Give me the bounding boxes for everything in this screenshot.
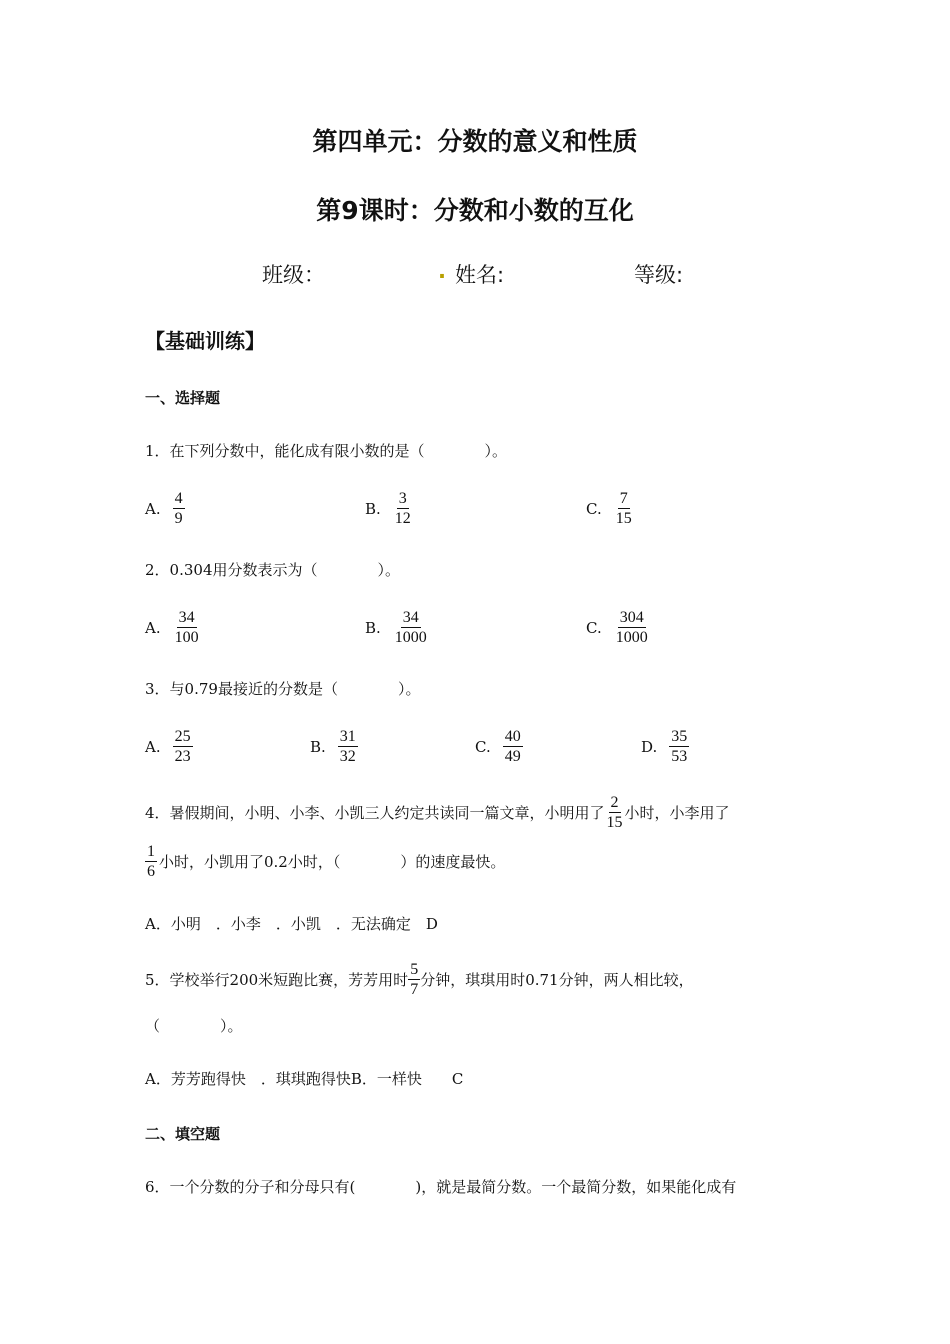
- option-letter: B.: [365, 618, 381, 637]
- fraction: $\frac{34}{1000}$: [394, 609, 427, 646]
- class-label: 班级：: [262, 263, 325, 287]
- section-basic-training: 【基础训练】: [145, 329, 265, 353]
- question-6: 6．一个分数的分子和分母只有( )，就是最简分数。一个最简分数，如果能化成有: [145, 1178, 737, 1196]
- question-3: 3．与0.79最接近的分数是（ ）。: [145, 680, 421, 698]
- option-letter: A.: [145, 618, 161, 637]
- question-text: 5．学校举行200米短跑比赛，芳芳用时: [145, 970, 409, 989]
- q1-option-c[interactable]: [586, 489, 634, 528]
- option-letter: A.: [145, 737, 161, 756]
- question-4-line2: [145, 842, 505, 881]
- q2-option-c[interactable]: [586, 608, 650, 647]
- option-letter: C.: [475, 737, 491, 756]
- fraction: $\frac{35}{53}$: [671, 728, 688, 765]
- q4-options[interactable]: A．小明 ．小李 ．小凯 ．无法确定 D: [145, 915, 438, 933]
- option-letter: A.: [145, 499, 161, 518]
- part2-heading: 二、填空题: [145, 1125, 221, 1143]
- option-letter: D.: [641, 737, 658, 756]
- option-letter: C.: [586, 618, 602, 637]
- fraction: $\frac{5}{7}$: [410, 961, 419, 998]
- q5-options[interactable]: A．芳芳跑得快 ．琪琪跑得快B．一样快 C: [145, 1070, 464, 1088]
- q1-option-b[interactable]: [365, 489, 413, 528]
- q3-option-b[interactable]: [310, 727, 358, 766]
- fraction: $\frac{2}{15}$: [606, 794, 623, 831]
- q3-option-d[interactable]: [641, 727, 689, 766]
- question-1: 1．在下列分数中，能化成有限小数的是（ ）。: [145, 442, 508, 460]
- question-text: 分钟，琪琪用时0.71分钟，两人相比较，: [420, 970, 694, 989]
- option-letter: B.: [365, 499, 381, 518]
- separator-dot: .: [438, 259, 446, 283]
- fraction: $\frac{31}{32}$: [339, 728, 356, 765]
- fraction: $\frac{304}{1000}$: [615, 609, 648, 646]
- fraction: $\frac{7}{15}$: [615, 490, 632, 527]
- page-title: 第四单元：分数的意义和性质: [312, 127, 638, 156]
- question-2: 2．0.304用分数表示为（ ）。: [145, 561, 400, 579]
- fraction: $\frac{4}{9}$: [174, 490, 183, 527]
- q1-option-a[interactable]: [145, 489, 185, 528]
- question-5-line1: [145, 960, 694, 999]
- question-text: 小时，小凯用了0.2小时，（ ）的速度最快。: [159, 852, 506, 871]
- q3-option-c[interactable]: [475, 727, 523, 766]
- option-letter: C.: [586, 499, 602, 518]
- option-letter: B.: [310, 737, 326, 756]
- question-text: 小时，小李用了: [624, 803, 730, 822]
- fraction: $\frac{1}{6}$: [147, 843, 155, 880]
- fraction: $\frac{25}{23}$: [174, 728, 191, 765]
- fraction: $\frac{40}{49}$: [504, 728, 521, 765]
- name-label: 姓名:: [455, 263, 505, 287]
- question-5-line2: （ ）。: [145, 1017, 243, 1035]
- question-text: 4．暑假期间，小明、小李、小凯三人约定共读同一篇文章，小明用了: [145, 803, 605, 822]
- grade-label: 等级:: [634, 263, 684, 287]
- q2-option-b[interactable]: [365, 608, 429, 647]
- q2-option-a[interactable]: [145, 608, 201, 647]
- lesson-title: 第9课时：分数和小数的互化: [316, 196, 634, 225]
- fraction: $\frac{3}{12}$: [394, 490, 411, 527]
- part1-heading: 一、选择题: [145, 389, 221, 407]
- q3-option-a[interactable]: [145, 727, 193, 766]
- fraction: $\frac{34}{100}$: [174, 609, 199, 646]
- question-4-line1: [145, 793, 730, 832]
